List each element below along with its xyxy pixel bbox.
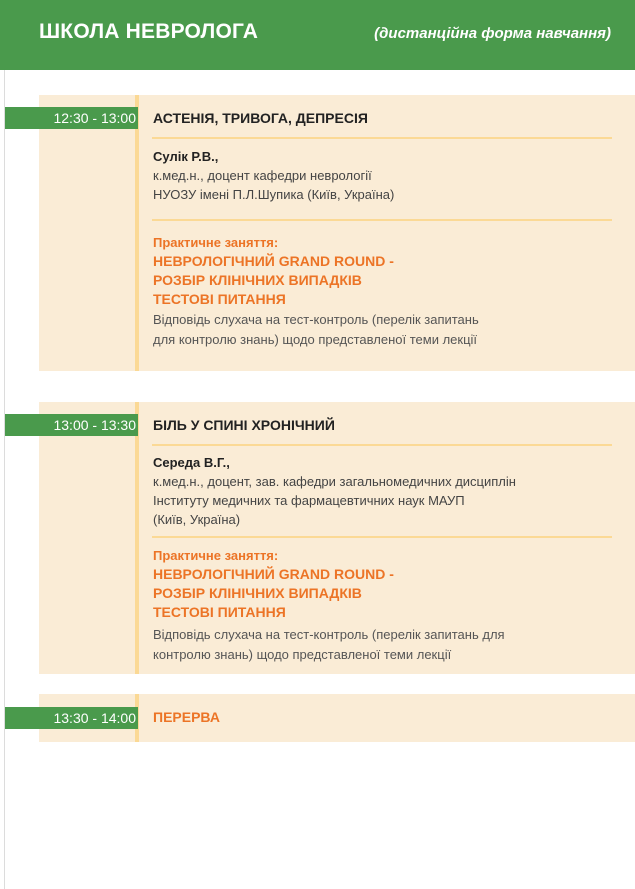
practice-topic-line: РОЗБІР КЛІНІЧНИХ ВИПАДКІВ xyxy=(153,272,362,288)
page-subtitle: (дистанційна форма навчання) xyxy=(374,25,611,42)
practice-section xyxy=(153,233,394,309)
speaker-line: НУОЗУ імені П.Л.Шупика (Київ, Україна) xyxy=(153,187,395,202)
horizontal-divider xyxy=(152,219,612,221)
practice-description xyxy=(153,310,479,350)
left-margin-rule xyxy=(4,70,5,889)
practice-label: Практичне заняття: xyxy=(153,548,279,563)
horizontal-divider xyxy=(152,444,612,446)
vertical-divider xyxy=(135,95,139,371)
speaker-line: Інституту медичних та фармацевтичних наук МАУП xyxy=(153,493,465,508)
description-line: для контролю знань) щодо представленої теми лекції xyxy=(153,332,478,347)
break-title: ПЕРЕРВА xyxy=(153,709,220,725)
practice-label: Практичне заняття: xyxy=(153,235,279,250)
speaker-line: к.мед.н., доцент, зав. кафедри загальномедичних дисциплін xyxy=(153,474,516,489)
time-badge: 13:30 - 14:00 xyxy=(5,707,138,729)
speaker-name: Сулік Р.В., xyxy=(153,149,219,164)
description-line: Відповідь слухача на тест-контроль (перелік запитань для xyxy=(153,627,505,642)
practice-topic-line: РОЗБІР КЛІНІЧНИХ ВИПАДКІВ xyxy=(153,585,362,601)
practice-topic-line: ТЕСТОВІ ПИТАННЯ xyxy=(153,604,286,620)
page-title: ШКОЛА НЕВРОЛОГА xyxy=(39,20,259,43)
horizontal-divider xyxy=(152,137,612,139)
session-title: АСТЕНІЯ, ТРИВОГА, ДЕПРЕСІЯ xyxy=(153,110,368,126)
time-badge: 12:30 - 13:00 xyxy=(5,107,138,129)
speaker-info xyxy=(153,147,394,204)
speaker-info xyxy=(153,453,516,529)
time-badge: 13:00 - 13:30 xyxy=(5,414,138,436)
practice-section xyxy=(153,546,394,622)
practice-description xyxy=(153,625,505,665)
practice-topic-line: ТЕСТОВІ ПИТАННЯ xyxy=(153,291,286,307)
speaker-line: к.мед.н., доцент кафедри неврології xyxy=(153,168,372,183)
practice-topic-line: НЕВРОЛОГІЧНИЙ GRAND ROUND - xyxy=(153,253,394,269)
speaker-line: (Київ, Україна) xyxy=(153,512,241,527)
practice-topic-line: НЕВРОЛОГІЧНИЙ GRAND ROUND - xyxy=(153,566,394,582)
header-banner xyxy=(0,0,635,70)
speaker-name: Середа В.Г., xyxy=(153,455,230,470)
description-line: Відповідь слухача на тест-контроль (перелік запитань xyxy=(153,312,479,327)
session-title: БІЛЬ У СПИНІ ХРОНІЧНИЙ xyxy=(153,417,335,433)
description-line: контролю знань) щодо представленої теми лекції xyxy=(153,647,452,662)
horizontal-divider xyxy=(152,536,612,538)
vertical-divider xyxy=(135,402,139,674)
